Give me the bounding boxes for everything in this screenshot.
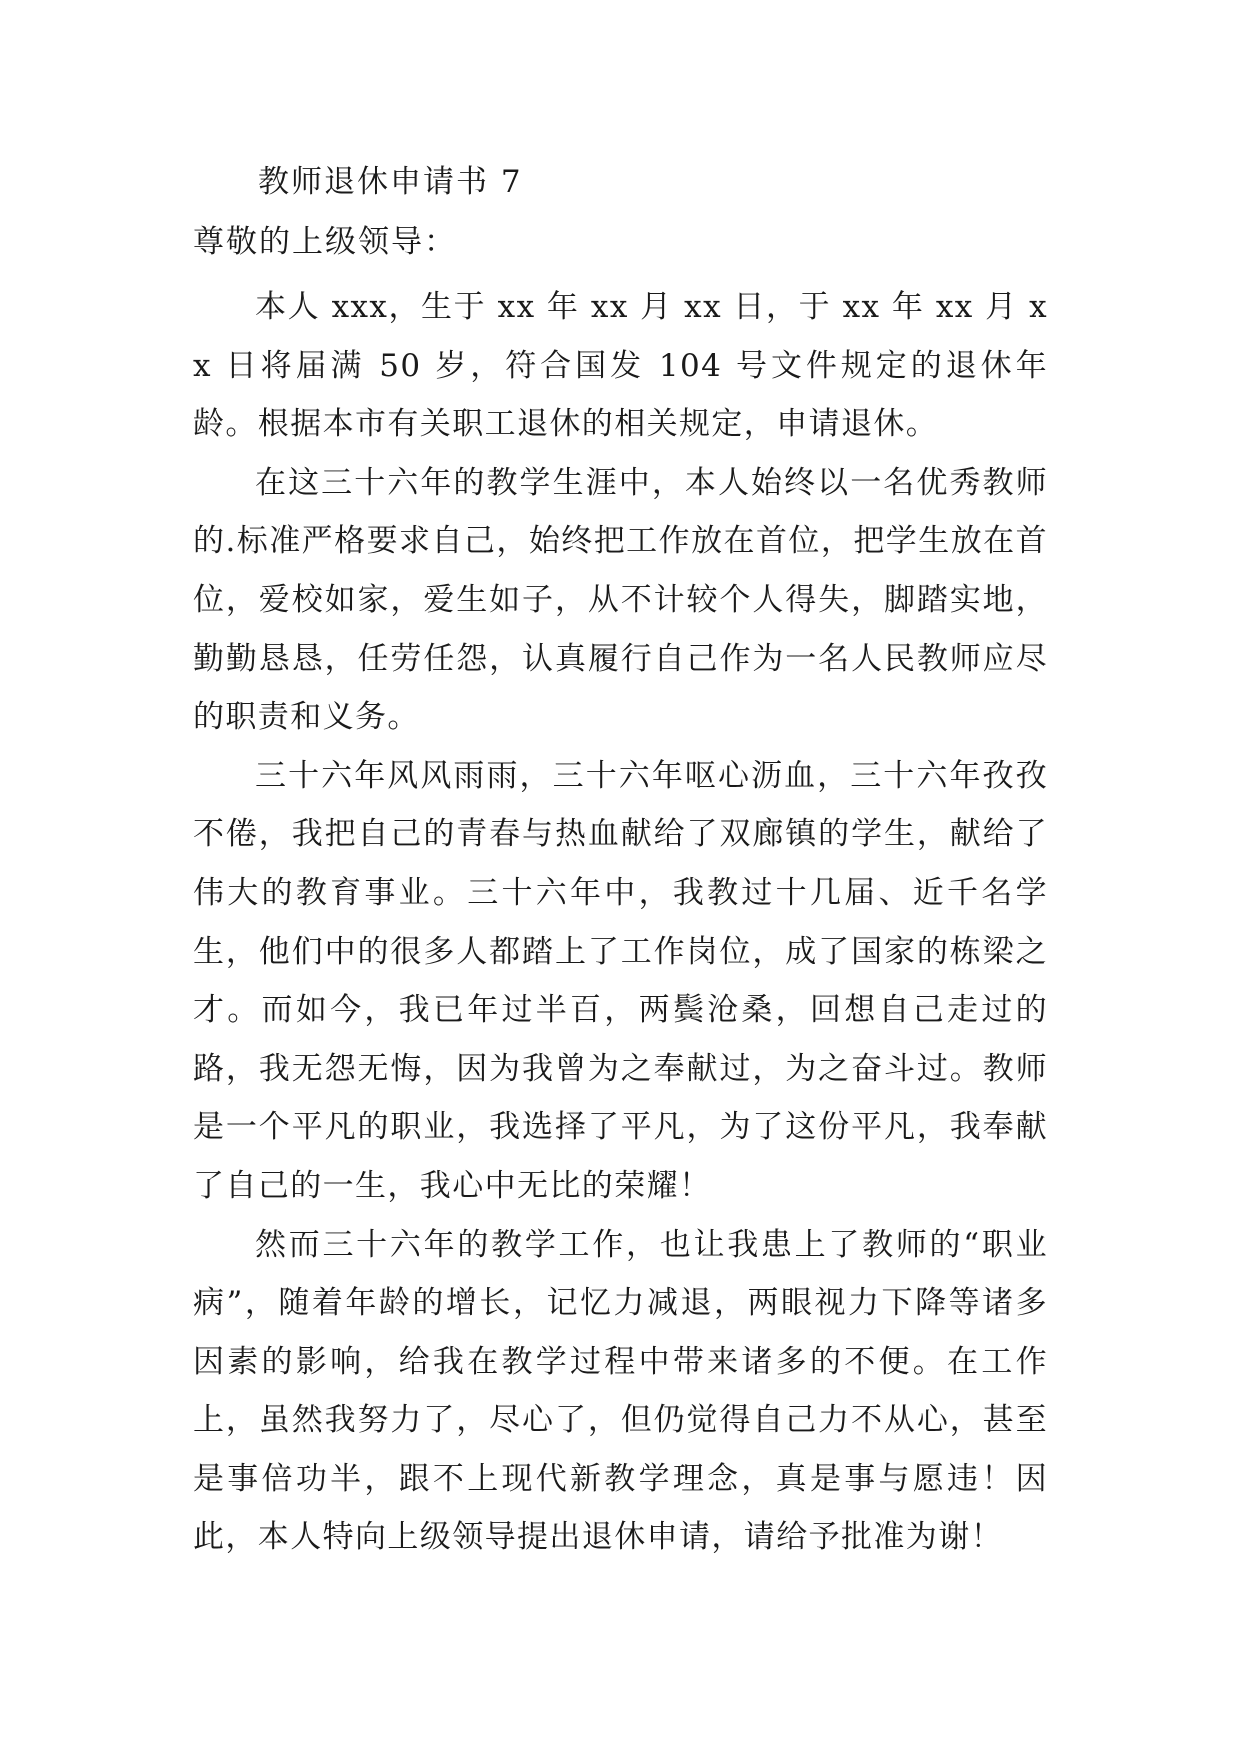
paragraph-dedication: 三十六年风风雨雨，三十六年呕心沥血，三十六年孜孜不倦，我把自己的青春与热血献给了双廊镇的学生，献给了伟大的教育事业。三十六年中，我教过十几届、近千名学生，他们中的很多人都踏上了工作岗位，成了国家的栋梁之才。而如今，我已年过半百，两鬓沧桑，回想自己走过的路，我无怨无悔，因为我曾为之奉献过，为之奋斗过。教师是一个平凡的职业，我选择了平凡，为了这份平凡，我奉献了自己的一生，我心中无比的荣耀！ xyxy=(193,757,1048,1204)
paragraph-application: 本人 xxx，生于 xx 年 xx 月 xx 日，于 xx 年 xx 月 xx 日将届满 50 岁，符合国发 104 号文件规定的退休年龄。根据本市有关职工退休的相关规定，申请退休。 xyxy=(193,289,1048,443)
document-title: 教师退休申请书 7 xyxy=(258,164,523,200)
paragraph-career: 在这三十六年的教学生涯中，本人始终以一名优秀教师的.标准严格要求自己，始终把工作放在首位，把学生放在首位，爱校如家，爱生如子，从不计较个人得失，脚踏实地，勤勤恳恳，任劳任怨，认真履行自己作为一名人民教师应尽的职责和义务。 xyxy=(193,464,1048,736)
salutation: 尊敬的上级领导： xyxy=(193,224,457,260)
paragraph-request: 然而三十六年的教学工作，也让我患上了教师的“职业病”，随着年龄的增长，记忆力减退，两眼视力下降等诸多因素的影响，给我在教学过程中带来诸多的不便。在工作上，虽然我努力了，尽心了，但仍觉得自己力不从心，甚至是事倍功半，跟不上现代新教学理念，真是事与愿违！因此，本人特向上级领导提出退休申请，请给予批准为谢！ xyxy=(193,1226,1048,1556)
letter-body xyxy=(193,278,1048,1567)
